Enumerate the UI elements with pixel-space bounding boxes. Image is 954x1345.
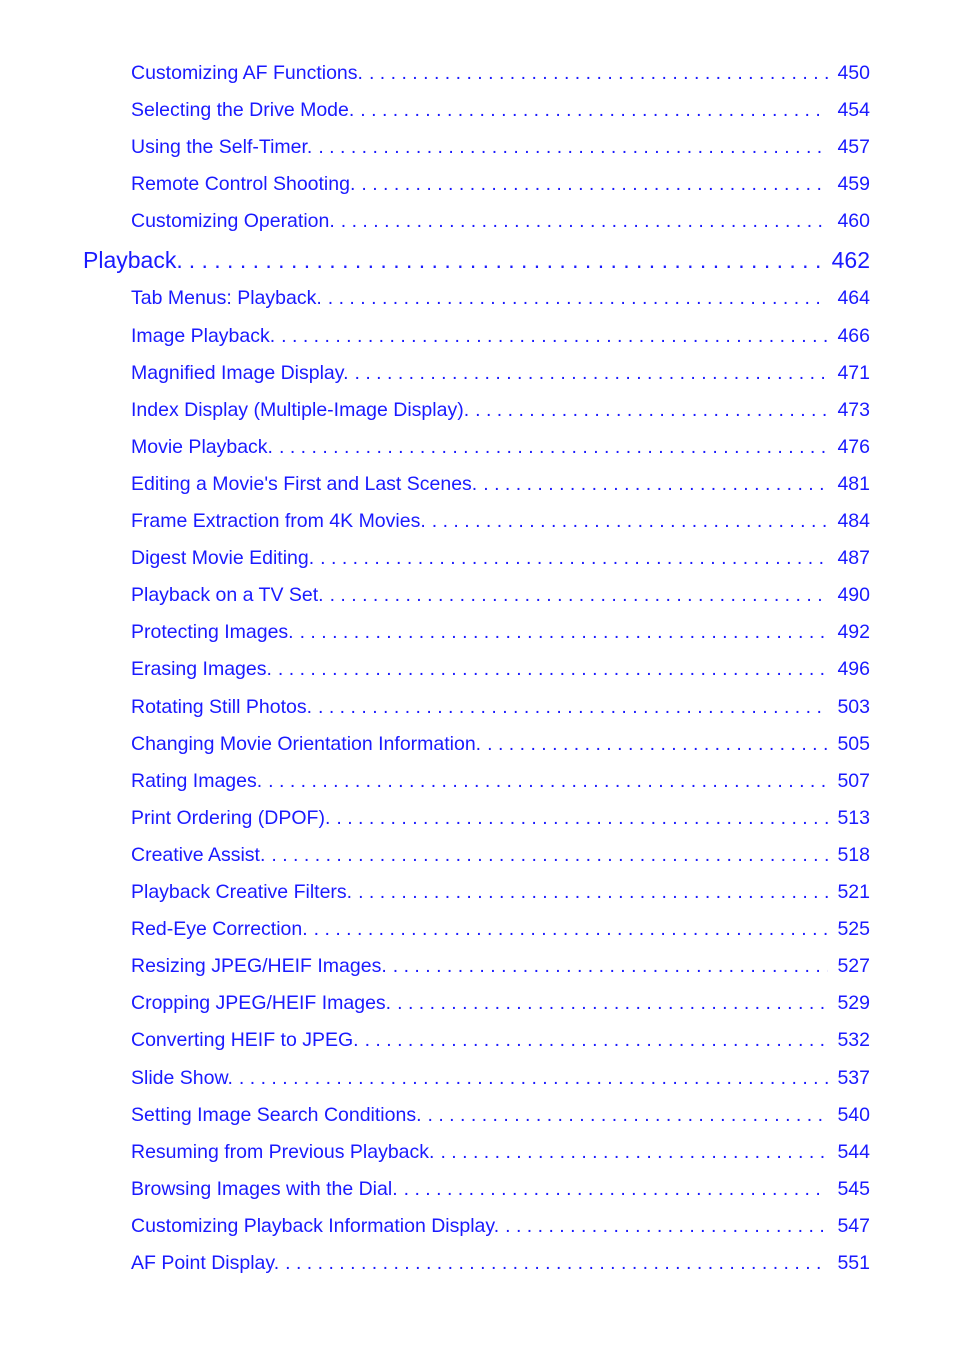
dot-leader bbox=[312, 696, 828, 719]
toc-entry-page-number: 471 bbox=[837, 361, 870, 384]
dot-leader bbox=[273, 436, 828, 459]
toc-entry-page-number: 507 bbox=[837, 769, 870, 792]
toc-entry-title: Magnified Image Display. bbox=[131, 361, 349, 384]
toc-entry-link[interactable] bbox=[131, 62, 870, 85]
toc-entry-title: Resizing JPEG/HEIF Images. bbox=[131, 955, 387, 978]
toc-entry-page-number: 527 bbox=[837, 955, 870, 978]
toc-entry-link[interactable] bbox=[131, 584, 870, 607]
toc-entry-link[interactable] bbox=[131, 99, 870, 122]
toc-entry-link[interactable] bbox=[131, 547, 870, 570]
toc-entry-page-number: 464 bbox=[837, 287, 870, 310]
dot-leader bbox=[294, 621, 828, 644]
toc-entry-title: Converting HEIF to JPEG. bbox=[131, 1029, 359, 1052]
toc-entry-page-number: 492 bbox=[837, 621, 870, 644]
toc-entry-page-number: 496 bbox=[837, 658, 870, 681]
toc-entry-link[interactable] bbox=[131, 1252, 870, 1275]
dot-leader bbox=[363, 62, 828, 85]
dot-leader bbox=[330, 807, 828, 830]
toc-entry-page-number: 521 bbox=[837, 881, 870, 903]
dot-leader bbox=[183, 247, 824, 274]
toc-entry-title: Image Playback. bbox=[131, 324, 276, 347]
toc-entry-link[interactable] bbox=[131, 658, 870, 681]
toc-entry-page-number: 529 bbox=[837, 992, 870, 1015]
toc-entry-title: Changing Movie Orientation Information. bbox=[131, 732, 482, 755]
toc-entry-title: Editing a Movie's First and Last Scenes. bbox=[131, 472, 478, 495]
toc-entry-title: Selecting the Drive Mode. bbox=[131, 99, 355, 122]
dot-leader bbox=[312, 136, 828, 159]
dot-leader bbox=[262, 770, 828, 793]
toc-entry-link[interactable] bbox=[131, 510, 870, 533]
toc-entry-link[interactable] bbox=[131, 325, 870, 348]
toc-entry-page-number: 466 bbox=[837, 324, 870, 347]
toc-entry-page-number: 457 bbox=[837, 136, 870, 159]
dot-leader bbox=[499, 1215, 828, 1238]
toc-entry-link[interactable] bbox=[131, 770, 870, 793]
toc-entry-page-number: 481 bbox=[837, 472, 870, 495]
toc-entry-page-number: 544 bbox=[837, 1140, 870, 1163]
toc-entry-link[interactable] bbox=[131, 210, 870, 233]
toc-entry-page-number: 473 bbox=[837, 398, 870, 421]
toc-entry-title: Setting Image Search Conditions. bbox=[131, 1103, 422, 1126]
toc-entry-link[interactable] bbox=[131, 881, 870, 904]
toc-entry-page-number: 503 bbox=[837, 695, 870, 718]
toc-entry-title: Cropping JPEG/HEIF Images. bbox=[131, 992, 392, 1015]
toc-entry-title: Rotating Still Photos. bbox=[131, 695, 313, 718]
toc-entry-title: Digest Movie Editing. bbox=[131, 547, 315, 570]
dot-leader bbox=[355, 173, 828, 196]
toc-entry-link[interactable] bbox=[131, 733, 870, 756]
toc-entry-link[interactable] bbox=[131, 136, 870, 159]
toc-entry-title: Customizing Operation. bbox=[131, 210, 335, 233]
toc-entry-page-number: 532 bbox=[837, 1029, 870, 1052]
toc-entry-page-number: 490 bbox=[837, 584, 870, 607]
toc-entry-link[interactable] bbox=[131, 918, 870, 941]
toc-entry-link[interactable] bbox=[131, 399, 870, 422]
toc-entry-page-number: 476 bbox=[837, 435, 870, 458]
toc-entry-page-number: 459 bbox=[837, 173, 870, 196]
toc-entry-title: Browsing Images with the Dial. bbox=[131, 1177, 398, 1200]
toc-entry-title: Rating Images. bbox=[131, 769, 263, 792]
toc-entry-page-number: 545 bbox=[837, 1177, 870, 1200]
dot-leader bbox=[354, 99, 828, 122]
toc-entry-link[interactable] bbox=[131, 807, 870, 830]
dot-leader bbox=[481, 733, 828, 756]
toc-entry-link[interactable] bbox=[131, 992, 870, 1015]
toc-entry-title: Customizing AF Functions. bbox=[131, 62, 363, 84]
toc-entry-link[interactable] bbox=[131, 1141, 870, 1164]
toc-entry-link[interactable] bbox=[131, 1067, 870, 1090]
toc-entry-page-number: 518 bbox=[837, 843, 870, 866]
toc-entry-link[interactable] bbox=[131, 1029, 870, 1052]
toc-entry-link[interactable] bbox=[131, 362, 870, 385]
dot-leader bbox=[265, 844, 828, 867]
dot-leader bbox=[314, 547, 828, 570]
dot-leader bbox=[469, 399, 828, 422]
toc-entry-title: Customizing Playback Information Display. bbox=[131, 1214, 500, 1237]
toc-entry-title: Tab Menus: Playback. bbox=[131, 287, 322, 310]
toc-entry-link[interactable] bbox=[131, 955, 870, 978]
dot-leader bbox=[349, 362, 829, 385]
dot-leader bbox=[391, 992, 828, 1015]
toc-entry-title: AF Point Display. bbox=[131, 1252, 280, 1274]
dot-leader bbox=[477, 473, 828, 496]
dot-leader bbox=[387, 955, 828, 978]
toc-entry-title: Protecting Images. bbox=[131, 621, 294, 644]
toc-entry-page-number: 551 bbox=[837, 1252, 870, 1274]
dot-leader bbox=[426, 510, 828, 533]
dot-leader bbox=[233, 1067, 828, 1090]
toc-entry-link[interactable] bbox=[131, 473, 870, 496]
dot-leader bbox=[359, 1029, 828, 1052]
toc-entry-page-number: 487 bbox=[837, 547, 870, 570]
dot-leader bbox=[335, 210, 828, 233]
toc-entry-page-number: 525 bbox=[837, 918, 870, 941]
toc-entry-link[interactable] bbox=[131, 287, 870, 310]
toc-entry-page-number: 454 bbox=[837, 99, 870, 122]
toc-entry-title: Using the Self-Timer. bbox=[131, 136, 313, 159]
dot-leader bbox=[434, 1141, 828, 1164]
dot-leader bbox=[279, 1252, 828, 1275]
toc-entry-link[interactable] bbox=[131, 621, 870, 644]
toc-entry-page-number: 460 bbox=[837, 210, 870, 233]
toc-entry-page-number: 450 bbox=[837, 62, 870, 84]
toc-entry-page-number: 547 bbox=[837, 1214, 870, 1237]
toc-entry-title: Remote Control Shooting. bbox=[131, 173, 356, 196]
toc-entry-title: Slide Show. bbox=[131, 1066, 233, 1089]
dot-leader bbox=[324, 584, 828, 607]
dot-leader bbox=[422, 1104, 828, 1127]
toc-entry-title: Playback Creative Filters. bbox=[131, 881, 353, 903]
toc-entry-title: Creative Assist. bbox=[131, 843, 266, 866]
toc-entry-page-number: 540 bbox=[837, 1103, 870, 1126]
toc-entry-link[interactable] bbox=[131, 1104, 870, 1127]
toc-entry-page-number: 484 bbox=[837, 510, 870, 532]
toc-entry-link[interactable] bbox=[131, 436, 870, 459]
dot-leader bbox=[308, 918, 828, 941]
toc-entry-title: Playback on a TV Set. bbox=[131, 584, 324, 607]
toc-entry-title: Red-Eye Correction. bbox=[131, 918, 308, 941]
dot-leader bbox=[352, 881, 828, 904]
toc-section-link[interactable] bbox=[83, 247, 870, 274]
toc-entry-page-number: 505 bbox=[837, 732, 870, 755]
dot-leader bbox=[322, 287, 828, 310]
dot-leader bbox=[272, 658, 828, 681]
toc-entry-link[interactable] bbox=[131, 173, 870, 196]
toc-entry-link[interactable] bbox=[131, 844, 870, 867]
toc-entry-link[interactable] bbox=[131, 696, 870, 719]
toc-entry-link[interactable] bbox=[131, 1215, 870, 1238]
toc-entry-title: Playback. bbox=[83, 246, 183, 273]
toc-entry-link[interactable] bbox=[131, 1178, 870, 1201]
toc-entry-page-number: 513 bbox=[837, 806, 870, 829]
toc-entry-page-number: 537 bbox=[837, 1066, 870, 1089]
toc-entry-title: Index Display (Multiple-Image Display). bbox=[131, 398, 470, 421]
dot-leader bbox=[275, 325, 828, 348]
toc-entry-title: Resuming from Previous Playback. bbox=[131, 1140, 435, 1163]
toc-entry-page-number: 462 bbox=[831, 246, 870, 273]
toc-entry-title: Movie Playback. bbox=[131, 435, 273, 458]
toc-entry-title: Frame Extraction from 4K Movies. bbox=[131, 510, 426, 532]
toc-entry-title: Erasing Images. bbox=[131, 658, 272, 681]
toc-entry-title: Print Ordering (DPOF). bbox=[131, 806, 331, 829]
dot-leader bbox=[398, 1178, 828, 1201]
